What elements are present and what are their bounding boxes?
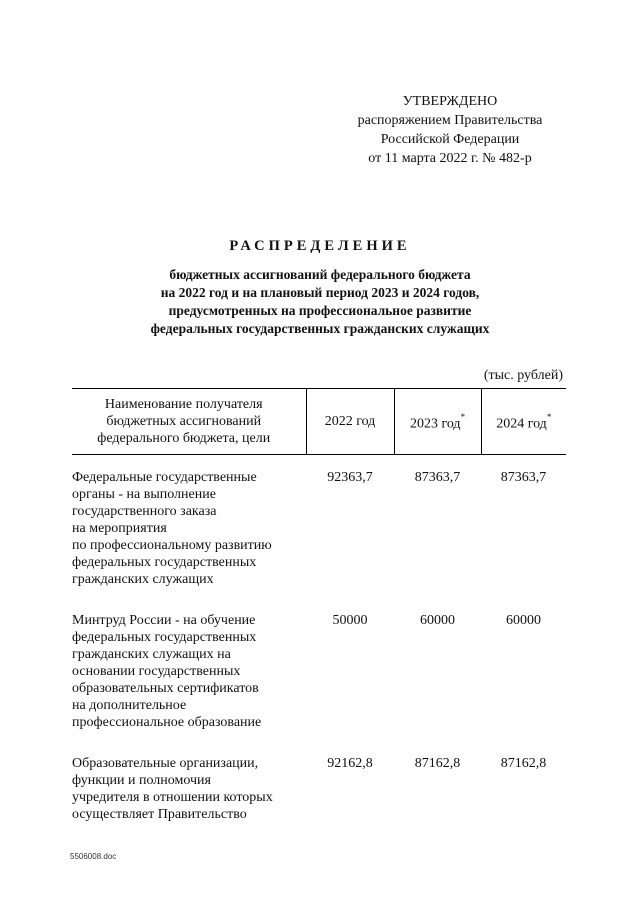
approval-stamp (340, 92, 560, 168)
recipient-line: осуществляет Правительство (72, 807, 247, 822)
header-recipient-line: бюджетных ассигнований (106, 414, 262, 429)
approval-line: распоряжением Правительства (357, 113, 543, 128)
value-2022: 92363,7 (327, 470, 373, 485)
units-note: (тыс. рублей) (483, 368, 563, 383)
footnote-mark: * (546, 411, 552, 422)
value-2024: 87363,7 (500, 470, 547, 485)
value-2022: 92162,8 (327, 756, 373, 771)
subtitle-line: бюджетных ассигнований федерального бюджета (169, 267, 471, 282)
document-title: РАСПРЕДЕЛЕНИЕ (229, 238, 411, 254)
value-2023: 87162,8 (414, 756, 461, 771)
recipient-cell (72, 455, 306, 589)
header-2022-label: 2022 год (324, 414, 376, 429)
recipient-line: государственного заказа (72, 504, 217, 519)
approval-date-number: от 11 марта 2022 г. № 482-р (368, 151, 532, 166)
header-recipient (72, 389, 306, 455)
header-2024-label: 2024 год (496, 416, 547, 432)
table-row (72, 731, 566, 823)
value-2024: 60000 (506, 613, 541, 628)
recipient-line: федеральных государственных (72, 630, 257, 645)
approval-heading: УТВЕРЖДЕНО (402, 94, 498, 109)
footnote-mark: * (460, 411, 466, 422)
header-recipient-line: Наименование получателя (104, 397, 263, 412)
table-header-row (72, 389, 566, 455)
recipient-line: Образовательные организации, (72, 756, 259, 771)
recipient-line: гражданских служащих (72, 572, 214, 587)
value-2023: 60000 (420, 613, 455, 628)
recipient-line: на мероприятия (72, 521, 167, 536)
header-2024 (481, 389, 566, 455)
recipient-line: гражданских служащих на (72, 647, 231, 662)
recipient-line: учредителя в отношении которых (72, 790, 273, 805)
file-name-footer: 5506008.doc (70, 852, 117, 861)
document-subtitle (60, 266, 580, 338)
recipient-line: федеральных государственных (72, 555, 257, 570)
subtitle-line: на 2022 год и на плановый период 2023 и 2024 годов, (160, 285, 480, 300)
value-2024: 87162,8 (500, 756, 547, 771)
recipient-line: профессиональное образование (72, 715, 262, 730)
recipient-line: функции и полномочия (72, 773, 211, 788)
recipient-cell (72, 731, 306, 823)
header-2023-label: 2023 год (409, 416, 461, 432)
budget-table (72, 388, 566, 823)
recipient-line: образовательных сертификатов (72, 681, 259, 696)
value-2022: 50000 (332, 613, 368, 628)
recipient-line: Федеральные государственные (72, 470, 257, 485)
recipient-line: по профессиональному развитию (72, 538, 272, 553)
recipient-line: Минтруд России - на обучение (72, 613, 256, 628)
header-2022 (306, 389, 394, 455)
recipient-cell (72, 588, 306, 731)
value-2023: 87363,7 (414, 470, 461, 485)
recipient-line: основании государственных (72, 664, 241, 679)
header-2023 (394, 389, 481, 455)
recipient-line: на дополнительное (72, 698, 187, 713)
approval-line: Российской Федерации (380, 132, 520, 147)
table-row (72, 455, 566, 589)
header-recipient-line: федерального бюджета, цели (97, 431, 271, 446)
recipient-line: органы - на выполнение (72, 487, 216, 502)
subtitle-line: предусмотренных на профессиональное развитие (168, 303, 472, 318)
table-row (72, 588, 566, 731)
subtitle-line: федеральных государственных гражданских служащих (150, 321, 490, 336)
